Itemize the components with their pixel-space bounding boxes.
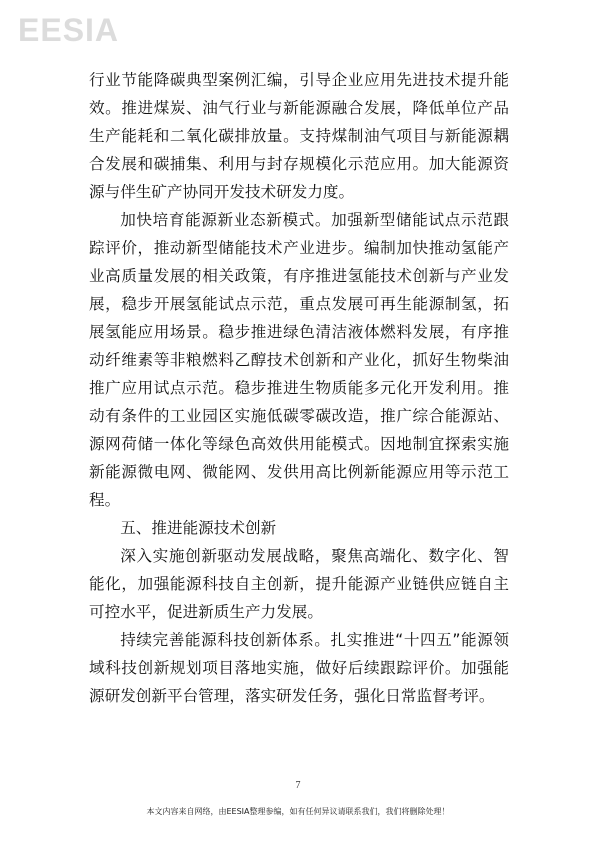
paragraph-new-business-models: 加快培育能源新业态新模式。加强新型储能试点示范跟踪评价，推动新型储能技术产业进步。编制加快推动氢能产业高质量发展的相关政策，有序推进氢能技术创新与产业发展，稳步开展氢能试点示范，重点发展可再生能源制氢，拓展氢能应用场景。稳步推进绿色清洁液体燃料发展，有序推动纤维素等非粮燃料乙醇技术创新和产业化，抓好生物柴油推广应用试点示范。稳步推进生物质能多元化开发利用。推动有条件的工业园区实施低碳零碳改造，推广综合能源站、源网荷储一体化等绿色高效供用能模式。因地制宜探索实施新能源微电网、微能网、发供用高比例新能源应用等示范工程。 [89, 211, 509, 509]
paragraph-innovation-system: 持续完善能源科技创新体系。扎实推进“十四五”能源领域科技创新规划项目落地实施，做好后续跟踪评价。加强能源研发创新平台管理，落实研发任务，强化日常监督考评。 [89, 631, 509, 705]
paragraph-continuation: 行业节能降碳典型案例汇编，引导企业应用先进技术提升能效。推进煤炭、油气行业与新能源融合发展，降低单位产品生产能耗和二氧化碳排放量。支持煤制油气项目与新能源耦合发展和碳捕集、利用与封存规模化示范应用。加大能源资源与伴生矿产协同开发技术研发力度。 [89, 71, 509, 201]
section-heading: 五、推进能源技术创新 [120, 519, 277, 537]
page-number: 7 [295, 780, 301, 791]
eesia-watermark-logo: EESIA [18, 12, 120, 48]
paragraph-innovation-strategy: 深入实施创新驱动发展战略，聚焦高端化、数字化、智能化，加强能源科技自主创新，提升能源产业链供应链自主可控水平，促进新质生产力发展。 [89, 547, 509, 621]
document-body [89, 66, 509, 710]
footer-disclaimer: 本文内容来自网络，由EESIA整理参编，如有任何异议请联系我们，我们将删除处理！ [146, 807, 450, 816]
